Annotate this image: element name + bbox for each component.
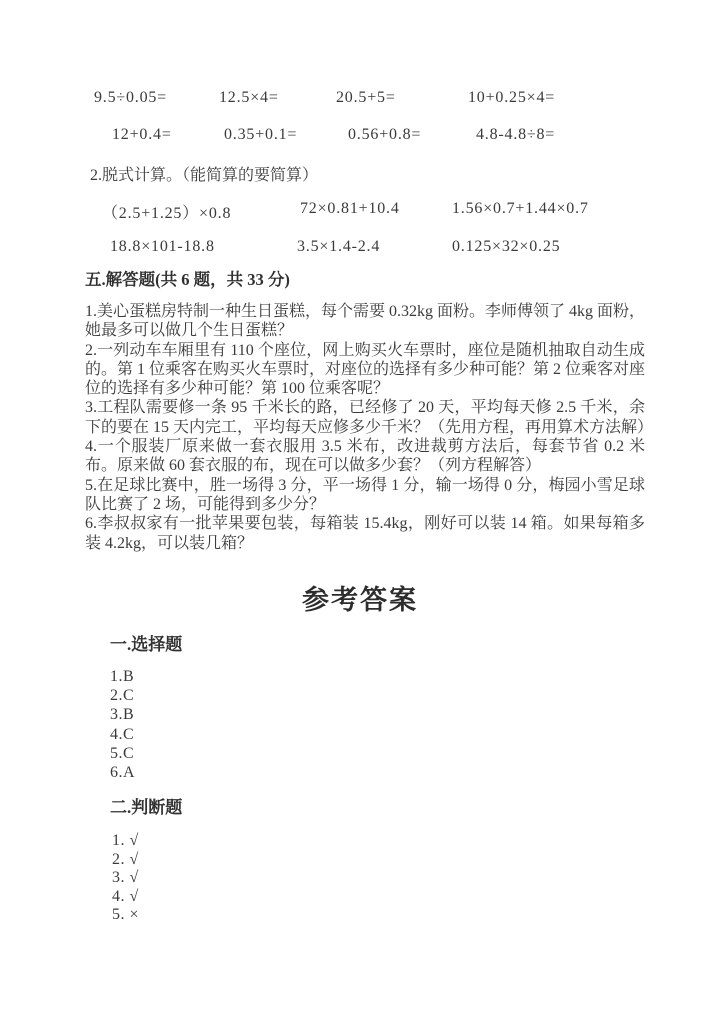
problem-text: 4.一个服装厂原来做一套衣服用 3.5 米布，改进裁剪方法后，每套节省 0.2 米布。原来做 60 套衣服的布，现在可以做多少套？（列方程解答） xyxy=(85,438,645,475)
stepwise-calc-title: 2.脱式计算。（能简算的要简算） xyxy=(90,167,319,184)
problem-text: 5.在足球比赛中，胜一场得 3 分，平一场得 1 分，输一场得 0 分，梅园小雪足球队比赛了 2 场，可能得到多少分？ xyxy=(85,476,645,513)
answer-item: 3.B xyxy=(110,706,135,724)
problem-text: 3.工程队需要修一条 95 千米长的路，已经修了 20 天，平均每天修 2.5 千米，余下的要在 15 天内完工，平均每天应修多少千米？（先用方程，再用算术方法解） xyxy=(85,399,654,436)
word-problems-block xyxy=(85,302,654,553)
math-expression: （2.5+1.25）×0.8 xyxy=(102,205,232,222)
problem-text: 1.美心蛋糕房特制一种生日蛋糕，每个需要 0.32kg 面粉。李师傅领了 4kg 面粉，她最多可以做几个生日蛋糕？ xyxy=(85,303,646,340)
math-expression: 3.5×1.4-2.4 xyxy=(297,238,381,255)
math-expression: 4.8-4.8÷8= xyxy=(476,126,556,143)
answer-item: 5. × xyxy=(112,906,140,924)
answer-item: 4.C xyxy=(110,725,135,743)
math-expression: 20.5+5= xyxy=(336,89,396,106)
math-expression: 9.5÷0.05= xyxy=(94,89,168,106)
math-expression: 18.8×101-18.8 xyxy=(110,238,215,255)
math-expression: 0.125×32×0.25 xyxy=(452,238,561,255)
math-expression: 12.5×4= xyxy=(219,89,279,106)
answer-item: 6.A xyxy=(110,764,136,782)
answer-item: 4. √ xyxy=(112,887,139,905)
choice-answers-heading: 一.选择题 xyxy=(110,635,183,654)
math-expression: 1.56×0.7+1.44×0.7 xyxy=(452,200,589,217)
math-expression: 12+0.4= xyxy=(112,126,172,143)
choice-answers-list xyxy=(110,667,135,782)
math-expression: 72×0.81+10.4 xyxy=(300,200,400,217)
problem-text: 2.一列动车车厢里有 110 个座位，网上购买火车票时，座位是随机抽取自动生成的。第 1 位乘客在购买火车票时，对座位的选择有多少种可能？第 2 位乘客对座位的选择有多少种可能？第 100 位乘客呢？ xyxy=(85,341,646,398)
answer-item: 1. √ xyxy=(112,832,139,849)
answer-item: 2. √ xyxy=(112,850,139,868)
math-expression: 0.56+0.8= xyxy=(348,126,422,143)
answer-item: 3. √ xyxy=(112,869,139,887)
judgment-answers-heading: 二.判断题 xyxy=(110,798,183,817)
judgment-answers-list xyxy=(112,832,139,925)
section5-heading: 五.解答题(共 6 题，共 33 分) xyxy=(85,270,290,289)
problem-text: 6.李叔叔家有一批苹果要包装，每箱装 15.4kg，刚好可以装 14 箱。如果每箱多装 4.2kg，可以装几箱？ xyxy=(85,515,645,552)
math-expression: 0.35+0.1= xyxy=(224,126,298,143)
answer-item: 1.B xyxy=(110,668,135,685)
answer-key-title: 参考答案 xyxy=(302,585,418,615)
answer-item: 2.C xyxy=(110,687,135,705)
answer-item: 5.C xyxy=(110,744,135,762)
math-expression: 10+0.25×4= xyxy=(468,89,556,106)
